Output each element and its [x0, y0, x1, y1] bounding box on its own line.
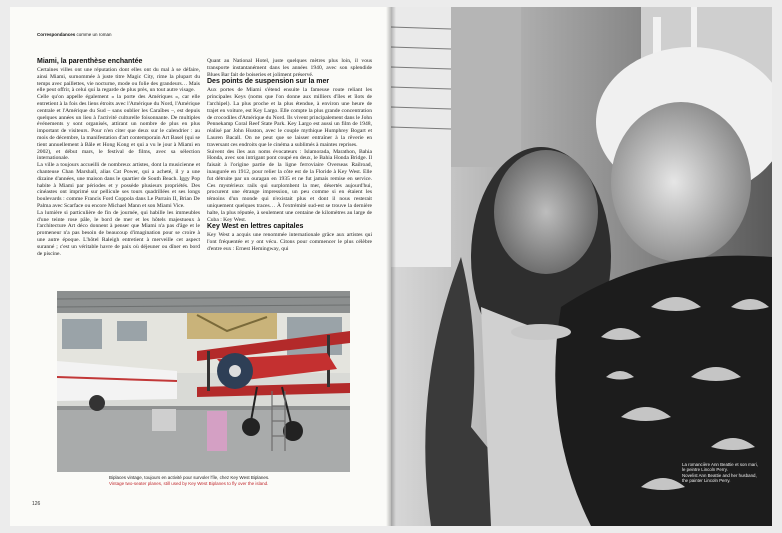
hangar-photo [57, 291, 350, 472]
caption-english: Vintage two-seater planes, still used by Key West Biplanes to fly over the island. [109, 480, 269, 486]
section-heading: Key West en lettres capitales [207, 223, 304, 231]
running-head-subtitle: comme un roman [76, 32, 112, 37]
body-paragraph: Suivent des îles aux noms évocateurs : Islamorada, Marathon, Bahia Honda, avec son intrigant pont coupé en deux, le Bahia Honda Bridge. Il faisait à l'origine partie de la ligne ferroviaire Overseas Railroad, inaugurée en 1912, pour relier la côte est de la Floride à Key West. Elle fut détruite par un ouragan en 1935 et ne fut jamais remise en service. Ces mystérieux rails qui surplombent la mer, désertés aujourd'hui, procurent une étrange impression, un peu comme si en étaient les témoins d'un monde qui n'existait plus et dont il nous resterait uniquement quelques traces… À l'extrémité sud-est se trouve la dernière halte, la plus réputée, à seulement une centaine de kilomètres au large de Cuba : Key West. [207, 148, 372, 223]
body-paragraph: La ville a toujours accueilli de nombreux artistes, dont la musicienne et chanteuse Chan Marshall, alias Cat Power, qui a acheté, il y a une dizaine d'années, une maison dans le quartier de South Beach. Iggy Pop habite à Miami par périodes et y possède plusieurs propriétés. Des cinéastes ont imprimé sur pellicule ses tours quadrillées et ses longs boulevards : comme Francis Ford Coppola dans Le Parrain II, Brian De Palma avec Scarface ou encore Michael Mann et son Miami Vice. [37, 162, 200, 209]
section-heading: Des points de suspension sur la mer [207, 78, 330, 86]
body-paragraph: Aux portes de Miami s'étend ensuite la fameuse route reliant les principales Keys (noms que l'on donne aux milliers d'îles et îlots de l'archipel). La plus proche et la plus étendue, à environ une heure de trajet en voiture, est Key Largo. Elle compte la plus grande concentration de crocodiles d'Amérique du Nord. Ils vivent principalement dans le John Pennekamp Coral Reef State Park. Key Largo est aussi un film de 1948, réalisé par John Huston, avec le couple mythique Humphrey Bogart et Lauren Bacall. On ne peut que se laisser entraîner à la rêverie en traversant ces endroits que le cinéma a sublimés à maintes reprises. [207, 87, 372, 148]
body-paragraph: Key West a acquis une renommée internationale grâce aux artistes qui l'ont fréquentée et y ont vécu. Citons pour commencer le plus célèbre d'entre eux : Ernest Hemingway, qui [207, 232, 372, 252]
running-head [37, 32, 112, 37]
text-column-right [207, 58, 372, 253]
photo-caption-right [682, 462, 762, 484]
caption-french: La romancière Ann Beattie et son mari, le peintre Lincoln Perry. [682, 462, 758, 473]
text-column-left [37, 58, 200, 257]
body-paragraph: La lumière si particulière de fin de journée, qui habille les immeubles d'une teinte rose pâle, le bord de mer et les hôtels majestueux à l'architecture Art déco donnent à penser que Miami n'a pas d'âge et le promeneur n'a pas besoin de beaucoup d'imagination pour se croire à une autre époque. L'hôtel Raleigh entretient à merveille cet aspect suranné ; c'est un véritable havre de paix où déjeuner ou dîner en bord de piscine. [37, 209, 200, 257]
photo-caption-left [109, 475, 329, 486]
section-heading: Miami, la parenthèse enchantée [37, 58, 143, 65]
body-paragraph: Quant au National Hotel, juste quelques mètres plus loin, il vous transporte instantanément dans les années 1940, avec son splendide Blues Bar fait de boiseries et joliment préservé. [207, 58, 372, 78]
running-head-section: Correspondances [37, 32, 76, 37]
portrait-photo [391, 7, 772, 526]
body-paragraph: Celle qu'on appelle également « la porte des Amériques », car elle entretient à la fois des liens étroits avec l'Amérique du Nord, l'Amérique centrale et l'Amérique du Sud – sans oublier les Caraïbes –, est depuis quelques années un lieu à l'activité culturelle foisonnante. De multiples événements y sont organisés, attirant un nombre de plus en plus important de visiteurs. Pour n'en citer que deux sur le calendrier : au mois de décembre, la manifestation d'art contemporain Art Basel (qui se tient annuellement à Bâle et Hong Kong et qui a vu le jour à Miami en 2002), et début mars, le festival de films, avec sa sélection internationale. [37, 94, 200, 162]
right-page-photo [391, 7, 772, 526]
page-number: 126 [32, 501, 41, 507]
caption-english: Novelist Ann Beattie and her husband, the painter Lincoln Perry. [682, 472, 757, 484]
biplane-hangar-image [57, 291, 350, 472]
body-paragraph: Certaines villes ont une réputation dont elles ont du mal à se défaire, ainsi Miami, surnommée à juste titre Magic City, rime la plupart du temps avec paillettes, vie nocturne, mode ou folie des grandeurs… Mais elle peut offrir, à celui qui la regarde de plus près, un tout autre visage. [37, 67, 200, 94]
caption-french: Biplaces vintage, toujours en activité pour survoler l'île, chez Key West Biplanes. [109, 475, 270, 480]
